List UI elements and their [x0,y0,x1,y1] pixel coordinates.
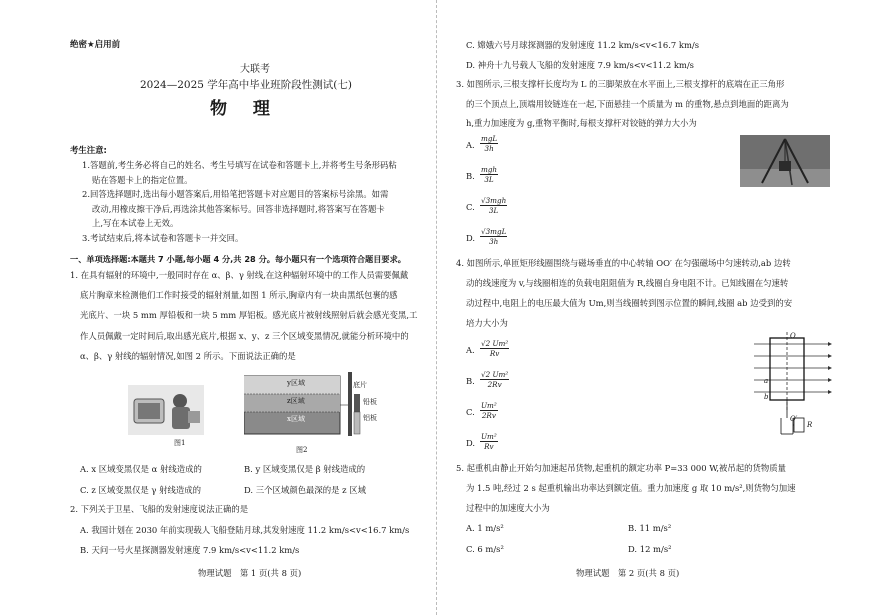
q3-line: 3. 如图所示,三根支撑杆长度均为 L 的三脚架放在水平面上,三根支撑杆的底端在正三角形 [456,79,785,89]
q3-option-b-fraction [480,165,498,184]
numerator: Um² [481,401,497,410]
notes-title: 考生注意: [70,145,107,155]
q1-option-b: B. y 区域变黑仅是 β 射线造成的 [244,464,366,474]
secret-label: 绝密★启用前 [70,40,121,50]
q1-line: 1. 在具有辐射的环境中,一般同时存在 α、β、γ 射线,在这种辐射环境中的工作人员需要佩戴 [70,270,409,280]
q2-option-b: B. 天问一号火星探测器发射速度 7.9 km/s<v<11.2 km/s [80,545,300,555]
q1-line: 底片胸章来检测他们工作时接受的辐射剂量,如图 1 所示,胸章内有一块由黑纸包裹的感 [80,290,398,300]
q4-option-c-label: C. [466,407,475,417]
q4-option-d-label: D. [466,438,476,448]
q1-line: 作人员佩戴一定时间后,取出感光底片,根据 x、y、z 三个区域变黑情况,就能分析环境中的 [80,331,409,341]
region-label-y: y区域 [287,379,305,387]
note-line: 上,写在本试卷上无效。 [92,218,179,228]
figure1-badge-photo [128,385,204,435]
side-label-lead: 铅板 [363,398,377,406]
q2-stem: 2. 下列关于卫星、飞船的发射速度说法正确的是 [70,504,249,514]
q3-option-c-fraction [480,196,507,215]
denominator: 3h [484,144,494,153]
q1-line: α、β、γ 射线的辐射情况,如图 2 所示。下面说法正确的是 [80,351,296,361]
q3-line: h,重力加速度为 g,重物平衡时,每根支撑杆对铰链的弹力大小为 [466,118,697,128]
q5-line: 为 1.5 吨,经过 2 s 起重机输出功率达到额定值。重力加速度 g 取 10 m/s²,则货物匀加速 [466,483,796,493]
q3-option-d-fraction [480,227,507,246]
numerator: √3mgL [481,227,507,236]
q2-option-d: D. 神舟十九号载人飞船的发射速度 7.9 km/s<v<11.2 km/s [466,60,694,70]
numerator: mgL [481,134,498,143]
region-label-x: x区域 [287,415,305,423]
q4-coil-diagram [750,330,832,445]
denominator: 3h [489,237,499,246]
q4-line: 4. 如图所示,单匝矩形线圈围绕与磁场垂直的中心转轴 OO′ 在匀强磁场中匀速转动,ab 边转 [456,258,791,268]
numerator: mgh [481,165,498,174]
q4-line: 动的线速度为 v,与线圈相连的负载电阻阻值为 R,线圈自身电阻不计。已知线圈在匀速转 [466,278,789,288]
q4-option-a-label: A. [466,345,475,355]
q2-option-c: C. 嫦娥六号月球探测器的发射速度 11.2 km/s<v<16.7 km/s [466,40,700,50]
exam-org: 大联考 [240,64,270,75]
numerator: √2 Um² [481,339,509,348]
resistor-label-r: R [807,421,813,429]
region-label-z: z区域 [287,397,305,405]
q3-tripod-photo [740,135,830,187]
q4-option-a-fraction [480,339,509,358]
q5-option-b: B. 11 m/s² [628,523,672,533]
right-footer: 物理试题 第 2 页(共 8 页) [576,568,680,578]
axis-label-o: O [790,332,796,340]
right-page [438,0,870,615]
q4-option-c-fraction [480,401,498,420]
q5-option-a: A. 1 m/s² [466,523,504,533]
subject-title: 物 理 [210,99,280,119]
denominator: 2Rv [481,411,496,420]
coil-label-b: b [764,393,769,401]
note-line: 1.答题前,考生务必将自己的姓名、考生号填写在试卷和答题卡上,并将考生号条形码粘 [82,160,397,170]
denominator: 3L [484,175,494,184]
q3-option-b-label: B. [466,171,475,181]
q3-option-a-fraction [480,134,498,153]
q4-line: 培力大小为 [466,318,508,328]
page-divider [436,0,437,615]
left-footer: 物理试题 第 1 页(共 8 页) [198,568,302,578]
denominator: 2Rv [487,380,502,389]
numerator: √3mgh [481,196,507,205]
q3-option-d-label: D. [466,233,476,243]
note-line: 贴在答题卡上的指定位置。 [92,175,193,185]
q3-line: 的三个顶点上,顶端用铰链连在一起,下面悬挂一个质量为 m 的重物,悬点到地面的距离为 [466,99,789,109]
q1-option-d: D. 三个区域颜色最深的是 z 区域 [244,485,366,495]
q4-line: 动过程中,电阻上的电压最大值为 Um,则当线圈转到图示位置的瞬间,线圈 ab 边受到的安 [466,298,793,308]
figure2-caption: 图2 [296,446,308,454]
q4-option-b-fraction [480,370,509,389]
side-label-film: 底片 [353,381,367,389]
denominator: 3L [488,206,499,215]
q3-option-c-label: C. [466,202,475,212]
q1-line: 光底片、一块 5 mm 厚铅板和一块 5 mm 厚铝板。感光底片被射线照射后就会感光变黑,工 [80,310,418,320]
q4-option-d-fraction [480,432,498,451]
figure1-caption: 图1 [174,439,186,447]
note-line: 3.考试结束后,将本试卷和答题卡一并交回。 [82,233,244,243]
denominator: Rv [484,442,494,451]
q1-option-c: C. z 区域变黑仅是 γ 射线造成的 [80,485,201,495]
q5-option-d: D. 12 m/s² [628,544,672,554]
section-heading: 一、单项选择题:本题共 7 小题,每小题 4 分,共 28 分。每小题只有一个选项符合题目要求。 [70,254,406,264]
q2-option-a: A. 我国计划在 2030 年前实现载人飞船登陆月球,其发射速度 11.2 km/s<v<16.7 km/s [80,525,410,535]
side-label-aluminium: 铝板 [363,414,377,422]
numerator: Um² [481,432,497,441]
q3-option-a-label: A. [466,140,475,150]
numerator: √2 Um² [481,370,509,379]
q5-option-c: C. 6 m/s² [466,544,504,554]
q5-line: 5. 起重机由静止开始匀加速起吊货物,起重机的额定功率 P=33 000 W,被吊起的货物质量 [456,463,787,473]
denominator: Rv [489,349,500,358]
note-line: 2.回答选择题时,选出每小题答案后,用铅笔把答题卡对应题目的答案标号涂黑。如需 [82,189,389,199]
axis-label-o-prime: O′ [790,415,798,423]
exam-title: 2024—2025 学年高中毕业班阶段性测试(七) [140,79,352,91]
q5-line: 过程中的加速度大小为 [466,503,550,513]
coil-label-a: a [764,377,769,385]
q4-option-b-label: B. [466,376,475,386]
note-line: 改动,用橡皮擦干净后,再选涂其他答案标号。回答非选择题时,将答案写在答题卡 [92,204,385,214]
q1-option-a: A. x 区域变黑仅是 α 射线造成的 [80,464,202,474]
